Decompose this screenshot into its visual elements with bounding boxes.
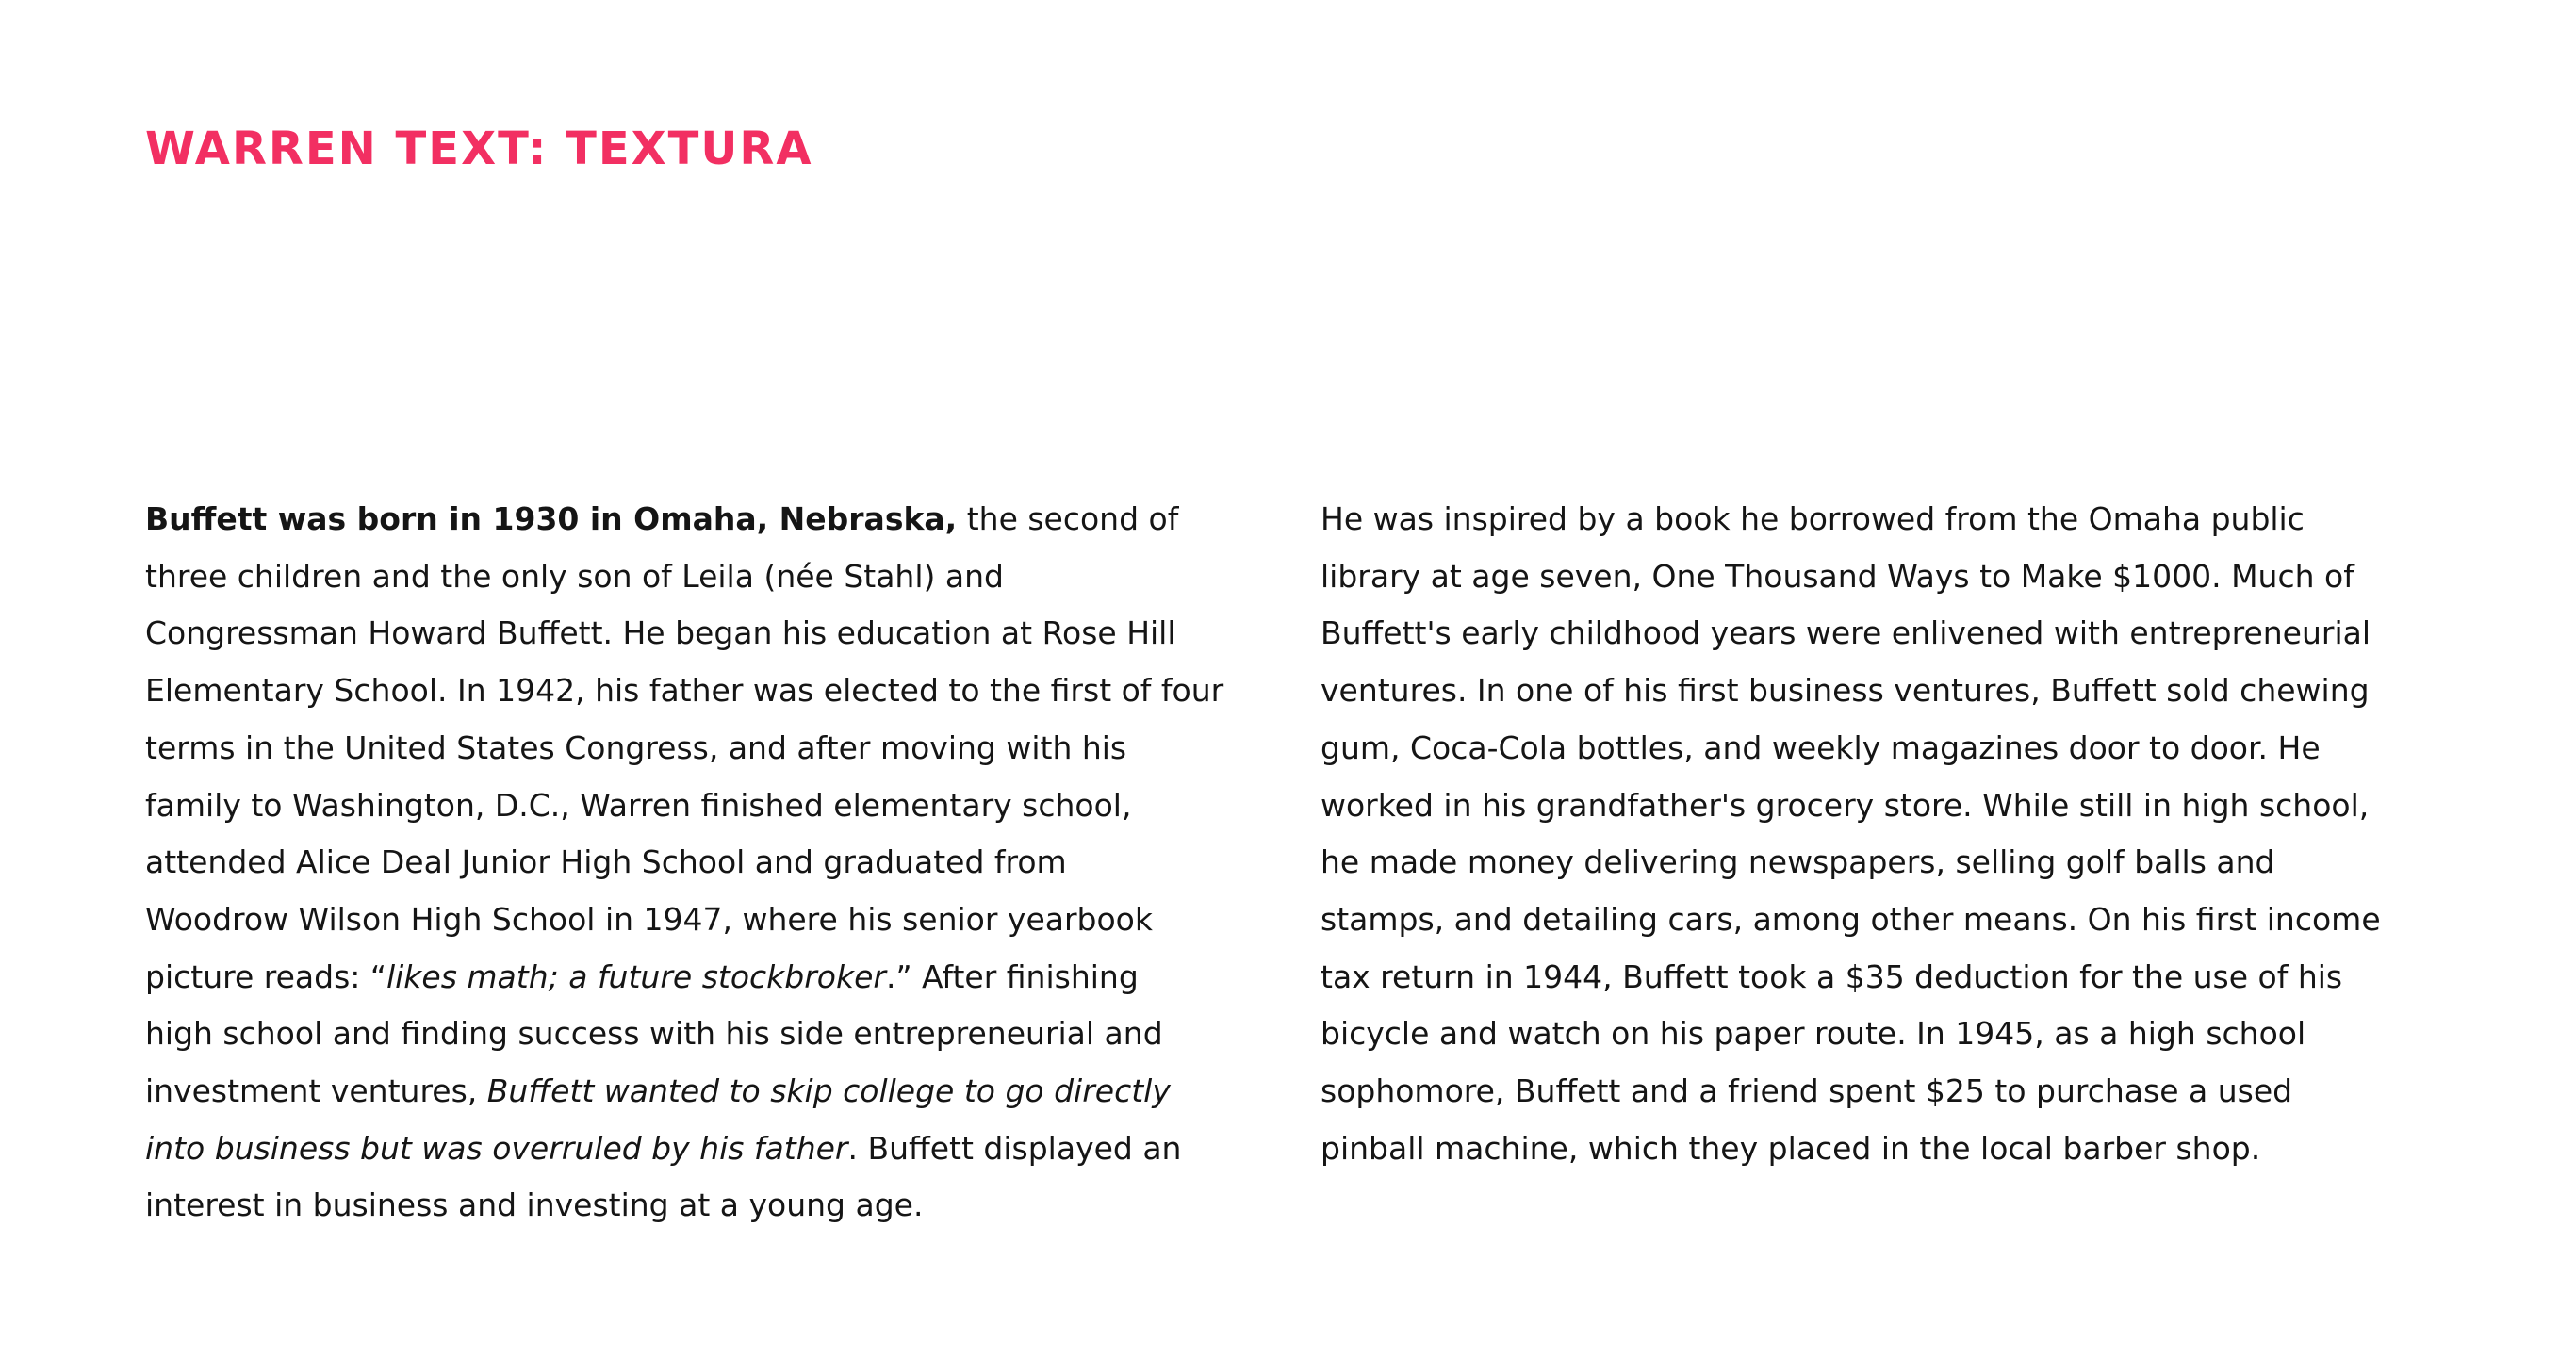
text-line: terms in the United States Congress, and after moving with his <box>145 728 1127 766</box>
text-line <box>145 1121 1182 1178</box>
text-line: library at age seven, One Thousand Ways to Make $1000. Much of <box>1321 557 2354 595</box>
text-run: investment ventures, <box>145 1072 487 1110</box>
text-run: picture reads: “ <box>145 957 386 995</box>
text-line <box>145 949 1163 1006</box>
text-line: he made money delivering newspapers, selling golf balls and <box>1321 843 2275 881</box>
text-line: ventures. In one of his first business ventures, Buffett sold chewing <box>1321 672 2370 710</box>
right-text-column <box>1321 491 2381 1177</box>
text-line: sophomore, Buffett and a friend spent $25 to purchase a used <box>1321 1072 2293 1110</box>
text-line: three children and the only son of Leila (née Stahl) and <box>145 557 1004 595</box>
left-text-column <box>145 491 1224 1235</box>
text-line: He was inspired by a book he borrowed from the Omaha public <box>1321 500 2305 537</box>
italic-quote: likes math; a future stockbroker <box>386 957 886 995</box>
page-heading: WARREN TEXT: TEXTURA <box>145 123 813 175</box>
italic-text: into business but was overruled by his father <box>145 1129 848 1167</box>
text-run: . Buffett displayed an <box>847 1129 1182 1167</box>
text-line: gum, Coca-Cola bottles, and weekly magazines door to door. He <box>1321 728 2321 766</box>
text-line <box>145 1063 1171 1121</box>
text-line: pinball machine, which they placed in the local barber shop. <box>1321 1129 2261 1167</box>
text-line: Buffett's early childhood years were enlivened with entrepreneurial <box>1321 614 2371 652</box>
text-line: interest in business and investing at a young age. <box>145 1186 924 1224</box>
text-line: high school and finding success with his side entrepreneurial and <box>145 1015 1163 1053</box>
text-line: worked in his grandfather's grocery store. While still in high school, <box>1321 786 2370 824</box>
text-run: the second of <box>957 500 1179 537</box>
text-line: Woodrow Wilson High School in 1947, where his senior yearbook <box>145 900 1153 938</box>
text-line: tax return in 1944, Buffett took a $35 deduction for the use of his <box>1321 957 2343 995</box>
italic-text: Buffett wanted to skip college to go directly <box>486 1072 1171 1110</box>
text-line: Elementary School. In 1942, his father was elected to the first of four <box>145 672 1224 710</box>
text-line: Congressman Howard Buffett. He began his education at Rose Hill <box>145 614 1176 652</box>
text-line <box>145 491 1179 548</box>
text-line: bicycle and watch on his paper route. In 1945, as a high school <box>1321 1015 2306 1053</box>
text-line: stamps, and detailing cars, among other means. On his first income <box>1321 900 2381 938</box>
text-line: attended Alice Deal Junior High School and graduated from <box>145 843 1067 881</box>
text-line: family to Washington, D.C., Warren finished elementary school, <box>145 786 1132 824</box>
bold-lead-text: Buffett was born in 1930 in Omaha, Nebraska, <box>145 500 958 537</box>
text-run: .” After finishing <box>885 957 1139 995</box>
